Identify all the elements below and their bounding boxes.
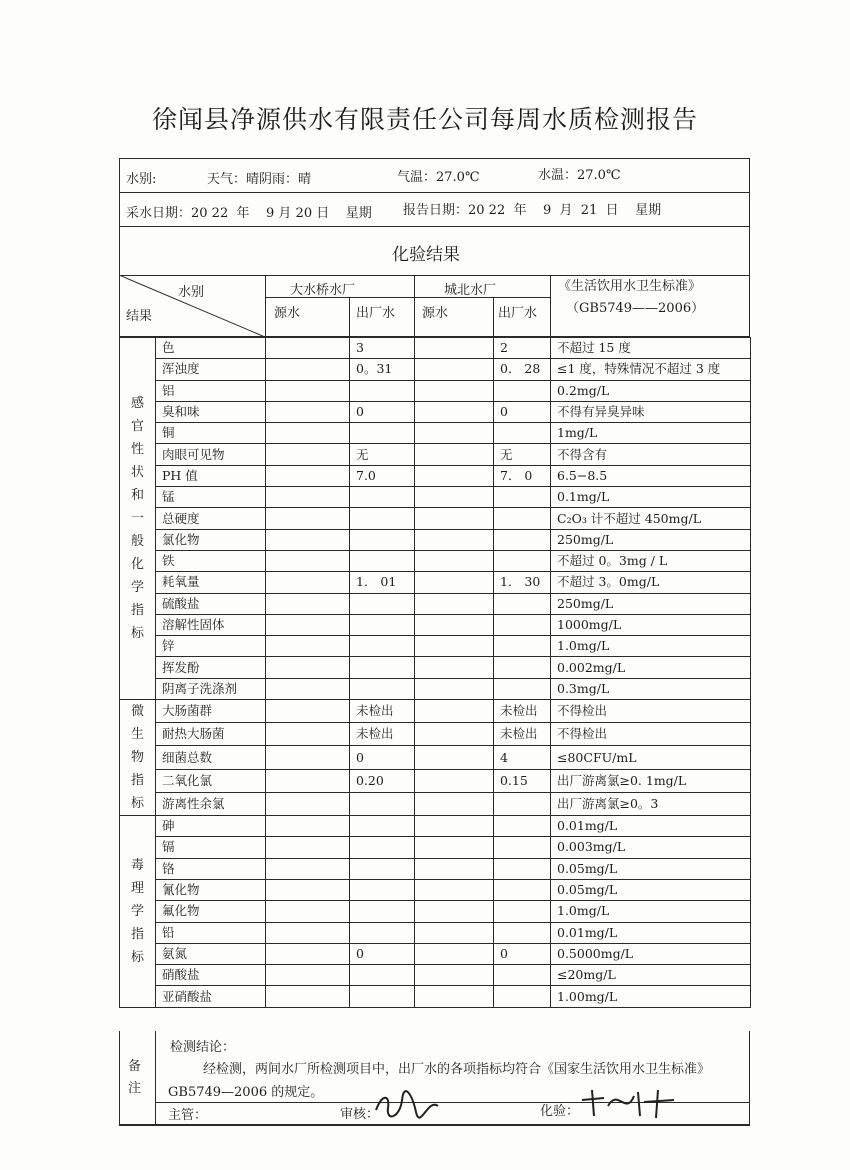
table-row bbox=[120, 338, 751, 359]
plant-2-outlet-value bbox=[494, 986, 551, 1007]
standard-limit: 0.1mg/L bbox=[551, 487, 751, 508]
plant-2-outlet-value bbox=[494, 487, 551, 508]
table-row bbox=[120, 678, 751, 699]
table-row bbox=[120, 837, 751, 858]
table-row bbox=[120, 508, 751, 529]
plant-2-outlet-value: 0 bbox=[494, 401, 551, 422]
table-row bbox=[120, 444, 751, 465]
plant-1-source-value bbox=[266, 922, 350, 943]
table-row bbox=[120, 657, 751, 678]
plant-2-outlet-value bbox=[494, 380, 551, 401]
diagonal-header-top: 水别 bbox=[178, 285, 205, 300]
table-row bbox=[120, 746, 751, 769]
plant-1-outlet-value: 1． 01 bbox=[350, 572, 415, 593]
table-row bbox=[120, 529, 751, 550]
plant-2-source-value bbox=[415, 837, 494, 858]
indicator-name: PH 值 bbox=[156, 465, 266, 486]
tester-label: 化验： bbox=[540, 1104, 580, 1119]
standard-limit: 0.01mg/L bbox=[551, 922, 751, 943]
plant-1-source-value bbox=[266, 858, 350, 879]
plant-2-source-value bbox=[415, 901, 494, 922]
diagonal-header-bottom: 结果 bbox=[126, 309, 153, 324]
plant-2-source-value bbox=[415, 359, 494, 380]
indicator-name: 细菌总数 bbox=[156, 746, 266, 769]
standard-limit: 250mg/L bbox=[551, 529, 751, 550]
plant-2-outlet-value bbox=[494, 636, 551, 657]
indicator-name: 锰 bbox=[156, 487, 266, 508]
plant-1-source-value bbox=[266, 678, 350, 699]
plant-1-outlet-value: 0 bbox=[350, 746, 415, 769]
plant-1-outlet-value: 未检出 bbox=[350, 723, 415, 746]
plant-2-source-value bbox=[415, 792, 494, 815]
category-label: 毒理学指标 bbox=[120, 816, 156, 1008]
plant-1-outlet-value: 3 bbox=[350, 338, 415, 359]
plant-2-source-value bbox=[415, 550, 494, 571]
remarks-label: 备注 bbox=[128, 1059, 142, 1096]
indicator-name: 铁 bbox=[156, 550, 266, 571]
supervisor-label: 主管： bbox=[168, 1108, 208, 1123]
table-row bbox=[120, 769, 751, 792]
plant-2-source-value bbox=[415, 922, 494, 943]
plant-2-source-value bbox=[415, 965, 494, 986]
indicator-name: 浑浊度 bbox=[156, 359, 266, 380]
plant-2-outlet-value bbox=[494, 508, 551, 529]
plant-2-outlet-value: 未检出 bbox=[494, 723, 551, 746]
table-row bbox=[120, 943, 751, 964]
table-row bbox=[120, 487, 751, 508]
plant-1-source-value bbox=[266, 401, 350, 422]
standard-limit: 出厂游离氯≥0. 1mg/L bbox=[551, 769, 751, 792]
plant-1-outlet-value bbox=[350, 922, 415, 943]
plant-2-source-header: 源水 bbox=[422, 306, 449, 321]
plant-2-outlet-value bbox=[494, 678, 551, 699]
indicator-name: 砷 bbox=[156, 816, 266, 837]
standard-limit: 1mg/L bbox=[551, 423, 751, 444]
plant-2-outlet-value: 1． 30 bbox=[494, 572, 551, 593]
indicator-name: 氯化物 bbox=[156, 529, 266, 550]
plant-1-outlet-value bbox=[350, 816, 415, 837]
plant-2-outlet-value bbox=[494, 837, 551, 858]
indicator-name: 耗氧量 bbox=[156, 572, 266, 593]
table-row bbox=[120, 858, 751, 879]
standard-limit: 0.05mg/L bbox=[551, 858, 751, 879]
plant-1-outlet-value bbox=[350, 986, 415, 1007]
indicator-name: 铝 bbox=[156, 380, 266, 401]
plant-2-header: 城北水厂 bbox=[444, 283, 497, 298]
plant-2-source-value bbox=[415, 986, 494, 1007]
indicator-name: 镉 bbox=[156, 837, 266, 858]
plant-1-source-value bbox=[266, 816, 350, 837]
section-title: 化验结果 bbox=[392, 245, 460, 265]
plant-1-outlet-value bbox=[350, 529, 415, 550]
plant-2-source-value bbox=[415, 487, 494, 508]
standard-limit: 1.0mg/L bbox=[551, 901, 751, 922]
standard-limit: 0.05mg/L bbox=[551, 879, 751, 900]
indicator-name: 锌 bbox=[156, 636, 266, 657]
standard-limit: 0.5000mg/L bbox=[551, 943, 751, 964]
standard-limit: 1000mg/L bbox=[551, 614, 751, 635]
plant-1-source-value bbox=[266, 657, 350, 678]
indicator-name: 耐热大肠菌 bbox=[156, 723, 266, 746]
table-row bbox=[120, 593, 751, 614]
plant-2-source-value bbox=[415, 700, 494, 723]
table-row bbox=[120, 359, 751, 380]
plant-2-source-value bbox=[415, 508, 494, 529]
plant-1-source-value bbox=[266, 380, 350, 401]
table-row bbox=[120, 986, 751, 1007]
standard-limit: 不得有异臭异味 bbox=[551, 401, 751, 422]
table-row bbox=[120, 550, 751, 571]
plant-2-source-value bbox=[415, 723, 494, 746]
plant-1-source-value bbox=[266, 508, 350, 529]
plant-2-outlet-value bbox=[494, 529, 551, 550]
plant-2-outlet-value bbox=[494, 423, 551, 444]
plant-1-source-value bbox=[266, 359, 350, 380]
standard-limit: ≤1 度，特殊情况不超过 3 度 bbox=[551, 359, 751, 380]
water-temperature-field: 水温：27.0℃ bbox=[538, 168, 621, 183]
plant-1-source-value bbox=[266, 965, 350, 986]
standard-limit: 6.5−8.5 bbox=[551, 465, 751, 486]
plant-1-source-value bbox=[266, 338, 350, 359]
indicator-name: 溶解性固体 bbox=[156, 614, 266, 635]
plant-2-outlet-header: 出厂水 bbox=[498, 306, 538, 321]
plant-2-outlet-value bbox=[494, 879, 551, 900]
plant-1-outlet-value bbox=[350, 657, 415, 678]
tester-signature bbox=[578, 1086, 678, 1126]
plant-1-outlet-value bbox=[350, 550, 415, 571]
plant-1-source-value bbox=[266, 700, 350, 723]
indicator-name: 二氧化氯 bbox=[156, 769, 266, 792]
table-row bbox=[120, 465, 751, 486]
reviewer-signature bbox=[372, 1090, 442, 1128]
sample-date-field: 采水日期：20 22 年 9 月 20 日 星期 bbox=[126, 206, 372, 221]
report-date-field: 报告日期：20 22 年 9 月 21 日 星期 bbox=[403, 203, 662, 218]
plant-1-source-value bbox=[266, 837, 350, 858]
standard-limit: 不超过 3。0mg/L bbox=[551, 572, 751, 593]
conclusion-label: 检测结论： bbox=[170, 1040, 236, 1055]
indicator-name: 氟化物 bbox=[156, 901, 266, 922]
indicator-name: 亚硝酸盐 bbox=[156, 986, 266, 1007]
standard-limit: 0.01mg/L bbox=[551, 816, 751, 837]
plant-2-outlet-value bbox=[494, 901, 551, 922]
table-row bbox=[120, 614, 751, 635]
plant-2-source-value bbox=[415, 614, 494, 635]
table-row bbox=[120, 700, 751, 723]
weather-field: 天气：晴阴雨：晴 bbox=[207, 172, 312, 187]
table-row bbox=[120, 723, 751, 746]
standard-limit: 1.00mg/L bbox=[551, 986, 751, 1007]
standard-limit: 不得检出 bbox=[551, 700, 751, 723]
plant-2-outlet-value bbox=[494, 614, 551, 635]
plant-1-outlet-value: 0.20 bbox=[350, 769, 415, 792]
plant-2-outlet-value: 0 bbox=[494, 943, 551, 964]
plant-2-source-value bbox=[415, 879, 494, 900]
standard-limit: C₂O₃ 计不超过 450mg/L bbox=[551, 508, 751, 529]
plant-2-source-value bbox=[415, 636, 494, 657]
plant-2-source-value bbox=[415, 678, 494, 699]
indicator-name: 挥发酚 bbox=[156, 657, 266, 678]
air-temperature-field: 气温：27.0℃ bbox=[397, 170, 480, 185]
plant-1-outlet-value: 0 bbox=[350, 401, 415, 422]
standard-limit: ≤80CFU/mL bbox=[551, 746, 751, 769]
table-row bbox=[120, 879, 751, 900]
table-row bbox=[120, 423, 751, 444]
plant-2-outlet-value bbox=[494, 922, 551, 943]
plant-1-header: 大水桥水厂 bbox=[290, 283, 356, 298]
results-table bbox=[119, 337, 751, 1008]
plant-1-source-value bbox=[266, 901, 350, 922]
standard-limit: ≤20mg/L bbox=[551, 965, 751, 986]
plant-1-outlet-value: 无 bbox=[350, 444, 415, 465]
plant-1-source-value bbox=[266, 792, 350, 815]
standard-limit: 0.002mg/L bbox=[551, 657, 751, 678]
report-title: 徐闻县净源供水有限责任公司每周水质检测报告 bbox=[151, 105, 698, 134]
standard-limit: 不超过 15 度 bbox=[551, 338, 751, 359]
plant-1-outlet-value: 0 bbox=[350, 943, 415, 964]
table-row bbox=[120, 965, 751, 986]
standard-limit: 不得含有 bbox=[551, 444, 751, 465]
plant-1-outlet-value bbox=[350, 792, 415, 815]
plant-1-source-value bbox=[266, 550, 350, 571]
plant-1-outlet-value: 7.0 bbox=[350, 465, 415, 486]
standard-header-line2: （GB5749——2006） bbox=[566, 301, 705, 316]
plant-1-source-value bbox=[266, 593, 350, 614]
indicator-name: 大肠菌群 bbox=[156, 700, 266, 723]
indicator-name: 硫酸盐 bbox=[156, 593, 266, 614]
plant-2-outlet-value: 无 bbox=[494, 444, 551, 465]
indicator-name: 铜 bbox=[156, 423, 266, 444]
standard-limit: 0.2mg/L bbox=[551, 380, 751, 401]
plant-1-source-value bbox=[266, 444, 350, 465]
plant-1-outlet-header: 出厂水 bbox=[356, 306, 396, 321]
plant-2-outlet-value bbox=[494, 965, 551, 986]
plant-2-outlet-value bbox=[494, 816, 551, 837]
plant-1-outlet-value bbox=[350, 380, 415, 401]
plant-2-outlet-value: 4 bbox=[494, 746, 551, 769]
plant-1-source-value bbox=[266, 943, 350, 964]
indicator-name: 氰化物 bbox=[156, 879, 266, 900]
plant-1-source-header: 源水 bbox=[274, 306, 301, 321]
table-row bbox=[120, 572, 751, 593]
indicator-name: 游离性余氯 bbox=[156, 792, 266, 815]
plant-1-source-value bbox=[266, 723, 350, 746]
category-label: 微生物指标 bbox=[120, 700, 156, 816]
plant-1-source-value bbox=[266, 769, 350, 792]
plant-1-outlet-value bbox=[350, 858, 415, 879]
plant-1-source-value bbox=[266, 986, 350, 1007]
plant-1-outlet-value: 0。31 bbox=[350, 359, 415, 380]
table-row bbox=[120, 901, 751, 922]
indicator-name: 色 bbox=[156, 338, 266, 359]
indicator-name: 肉眼可见物 bbox=[156, 444, 266, 465]
plant-2-source-value bbox=[415, 746, 494, 769]
plant-2-outlet-value bbox=[494, 550, 551, 571]
plant-2-outlet-value: 7． 0 bbox=[494, 465, 551, 486]
indicator-name: 总硬度 bbox=[156, 508, 266, 529]
plant-2-outlet-value: 未检出 bbox=[494, 700, 551, 723]
plant-1-source-value bbox=[266, 879, 350, 900]
plant-1-source-value bbox=[266, 529, 350, 550]
plant-1-source-value bbox=[266, 636, 350, 657]
plant-1-outlet-value bbox=[350, 965, 415, 986]
conclusion-line-2: GB5749—2006 的规定。 bbox=[168, 1085, 324, 1100]
standard-limit: 不得检出 bbox=[551, 723, 751, 746]
plant-2-source-value bbox=[415, 572, 494, 593]
plant-1-outlet-value bbox=[350, 678, 415, 699]
standard-limit: 出厂游离氯≥0。3 bbox=[551, 792, 751, 815]
plant-2-outlet-value: 0． 28 bbox=[494, 359, 551, 380]
indicator-name: 臭和味 bbox=[156, 401, 266, 422]
standard-limit: 0.003mg/L bbox=[551, 837, 751, 858]
category-label: 感官性状和一般化学指标 bbox=[120, 338, 156, 700]
plant-2-outlet-value bbox=[494, 858, 551, 879]
plant-2-outlet-value bbox=[494, 657, 551, 678]
plant-1-outlet-value bbox=[350, 614, 415, 635]
plant-2-source-value bbox=[415, 444, 494, 465]
table-row bbox=[120, 922, 751, 943]
plant-1-outlet-value bbox=[350, 879, 415, 900]
table-row bbox=[120, 380, 751, 401]
plant-2-outlet-value: 2 bbox=[494, 338, 551, 359]
plant-1-source-value bbox=[266, 746, 350, 769]
table-row bbox=[120, 401, 751, 422]
plant-2-source-value bbox=[415, 858, 494, 879]
standard-limit: 250mg/L bbox=[551, 593, 751, 614]
standard-header-line1: 《生活饮用水卫生标准》 bbox=[558, 279, 702, 294]
table-row bbox=[120, 792, 751, 815]
standard-limit: 0.3mg/L bbox=[551, 678, 751, 699]
standard-limit: 不超过 0。3mg / L bbox=[551, 550, 751, 571]
indicator-name: 阴离子洗涤剂 bbox=[156, 678, 266, 699]
plant-2-source-value bbox=[415, 657, 494, 678]
plant-2-source-value bbox=[415, 816, 494, 837]
plant-2-outlet-value bbox=[494, 593, 551, 614]
plant-1-outlet-value bbox=[350, 487, 415, 508]
plant-1-source-value bbox=[266, 423, 350, 444]
plant-2-source-value bbox=[415, 943, 494, 964]
indicator-name: 铅 bbox=[156, 922, 266, 943]
plant-2-source-value bbox=[415, 769, 494, 792]
plant-1-source-value bbox=[266, 572, 350, 593]
table-row bbox=[120, 816, 751, 837]
plant-1-outlet-value bbox=[350, 901, 415, 922]
water-type-label: 水别: bbox=[126, 172, 157, 187]
plant-2-source-value bbox=[415, 593, 494, 614]
plant-1-source-value bbox=[266, 614, 350, 635]
plant-2-source-value bbox=[415, 529, 494, 550]
plant-2-source-value bbox=[415, 401, 494, 422]
standard-limit: 1.0mg/L bbox=[551, 636, 751, 657]
plant-2-outlet-value bbox=[494, 792, 551, 815]
plant-1-outlet-value bbox=[350, 423, 415, 444]
indicator-name: 氨氮 bbox=[156, 943, 266, 964]
plant-1-outlet-value bbox=[350, 508, 415, 529]
plant-1-source-value bbox=[266, 487, 350, 508]
plant-2-source-value bbox=[415, 423, 494, 444]
plant-2-source-value bbox=[415, 380, 494, 401]
indicator-name: 硝酸盐 bbox=[156, 965, 266, 986]
plant-1-outlet-value bbox=[350, 837, 415, 858]
indicator-name: 铬 bbox=[156, 858, 266, 879]
plant-1-outlet-value: 未检出 bbox=[350, 700, 415, 723]
plant-2-source-value bbox=[415, 338, 494, 359]
reviewer-label: 审核： bbox=[340, 1107, 380, 1122]
plant-2-source-value bbox=[415, 465, 494, 486]
plant-2-outlet-value: 0.15 bbox=[494, 769, 551, 792]
plant-1-outlet-value bbox=[350, 593, 415, 614]
table-row bbox=[120, 636, 751, 657]
plant-1-outlet-value bbox=[350, 636, 415, 657]
conclusion-line-1: 经检测，两间水厂所检测项目中，出厂水的各项指标均符合《国家生活饮用水卫生标准》 bbox=[203, 1062, 711, 1077]
plant-1-source-value bbox=[266, 465, 350, 486]
